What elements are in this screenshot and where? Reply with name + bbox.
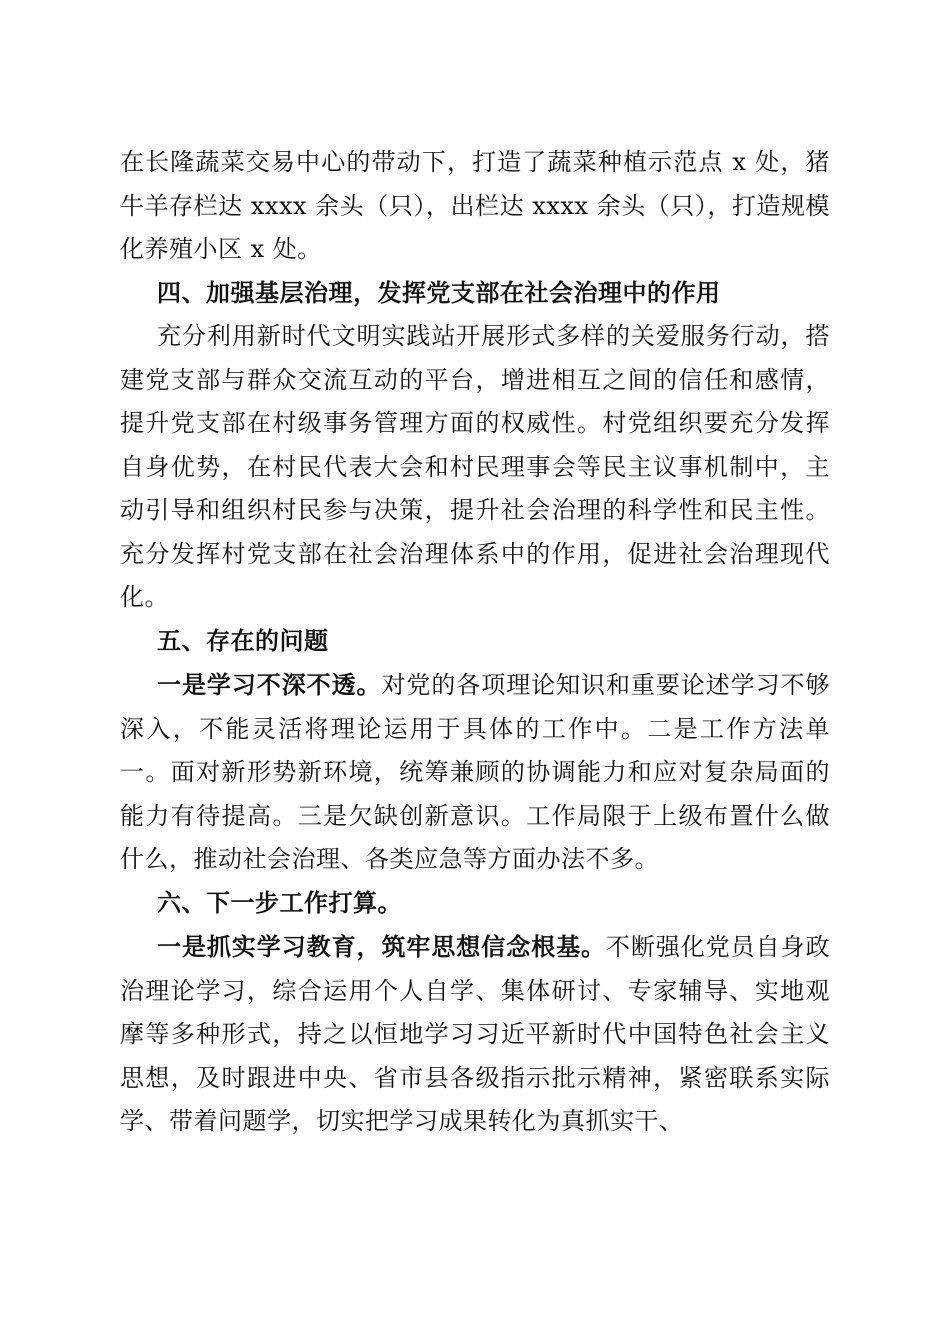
section-heading-5: 五、存在的问题 (157, 626, 329, 655)
paragraph-problems (120, 663, 830, 882)
paragraph-next-steps-body: 不断强化党员自身政治理论学习，综合运用个人自学、集体研讨、专家辅导、实地观摩等多种形式，持之以恒地学习习近平新时代中国特色社会主义思想，及时跟进中央、省市县各级指示批示精神，紧密联系实际学、带着问题学，切实把学习成果转化为真抓实干、 (120, 933, 831, 1135)
paragraph-problems-lead: 一是学习不深不透。 (157, 670, 382, 699)
paragraph-next-steps-lead: 一是抓实学习教育，筑牢思想信念根基。 (157, 932, 606, 961)
document-body (120, 141, 830, 1144)
paragraph-livestock: 在长隆蔬菜交易中心的带动下，打造了蔬菜种植示范点 x 处，猪牛羊存栏达 xxxx 余头（只），出栏达 xxxx 余头（只），打造规模化养殖小区 x 处。 (120, 148, 830, 263)
paragraph-governance: 充分利用新时代文明实践站开展形式多样的关爱服务行动，搭建党支部与群众交流互动的平台，增进相互之间的信任和感情，提升党支部在村级事务管理方面的权威性。村党组织要充分发挥自身优势，在村民代表大会和村民理事会等民主议事机制中，主动引导和组织村民参与决策，提升社会治理的科学性和民主性。充分发挥村党支部在社会治理体系中的作用，促进社会治理现代化。 (120, 322, 830, 611)
section-heading-4: 四、加强基层治理，发挥党支部在社会治理中的作用 (157, 278, 721, 307)
paragraph-next-steps (120, 925, 830, 1144)
section-heading-6: 六、下一步工作打算。 (157, 888, 402, 917)
paragraph-problems-body: 对党的各项理论知识和重要论述学习不够深入，不能灵活将理论运用于具体的工作中。二是工作方法单一。面对新形势新环境，统筹兼顾的协调能力和应对复杂局面的能力有待提高。三是欠缺创新意识。工作局限于上级布置什么做什么，推动社会治理、各类应急等方面办法不多。 (120, 671, 831, 873)
